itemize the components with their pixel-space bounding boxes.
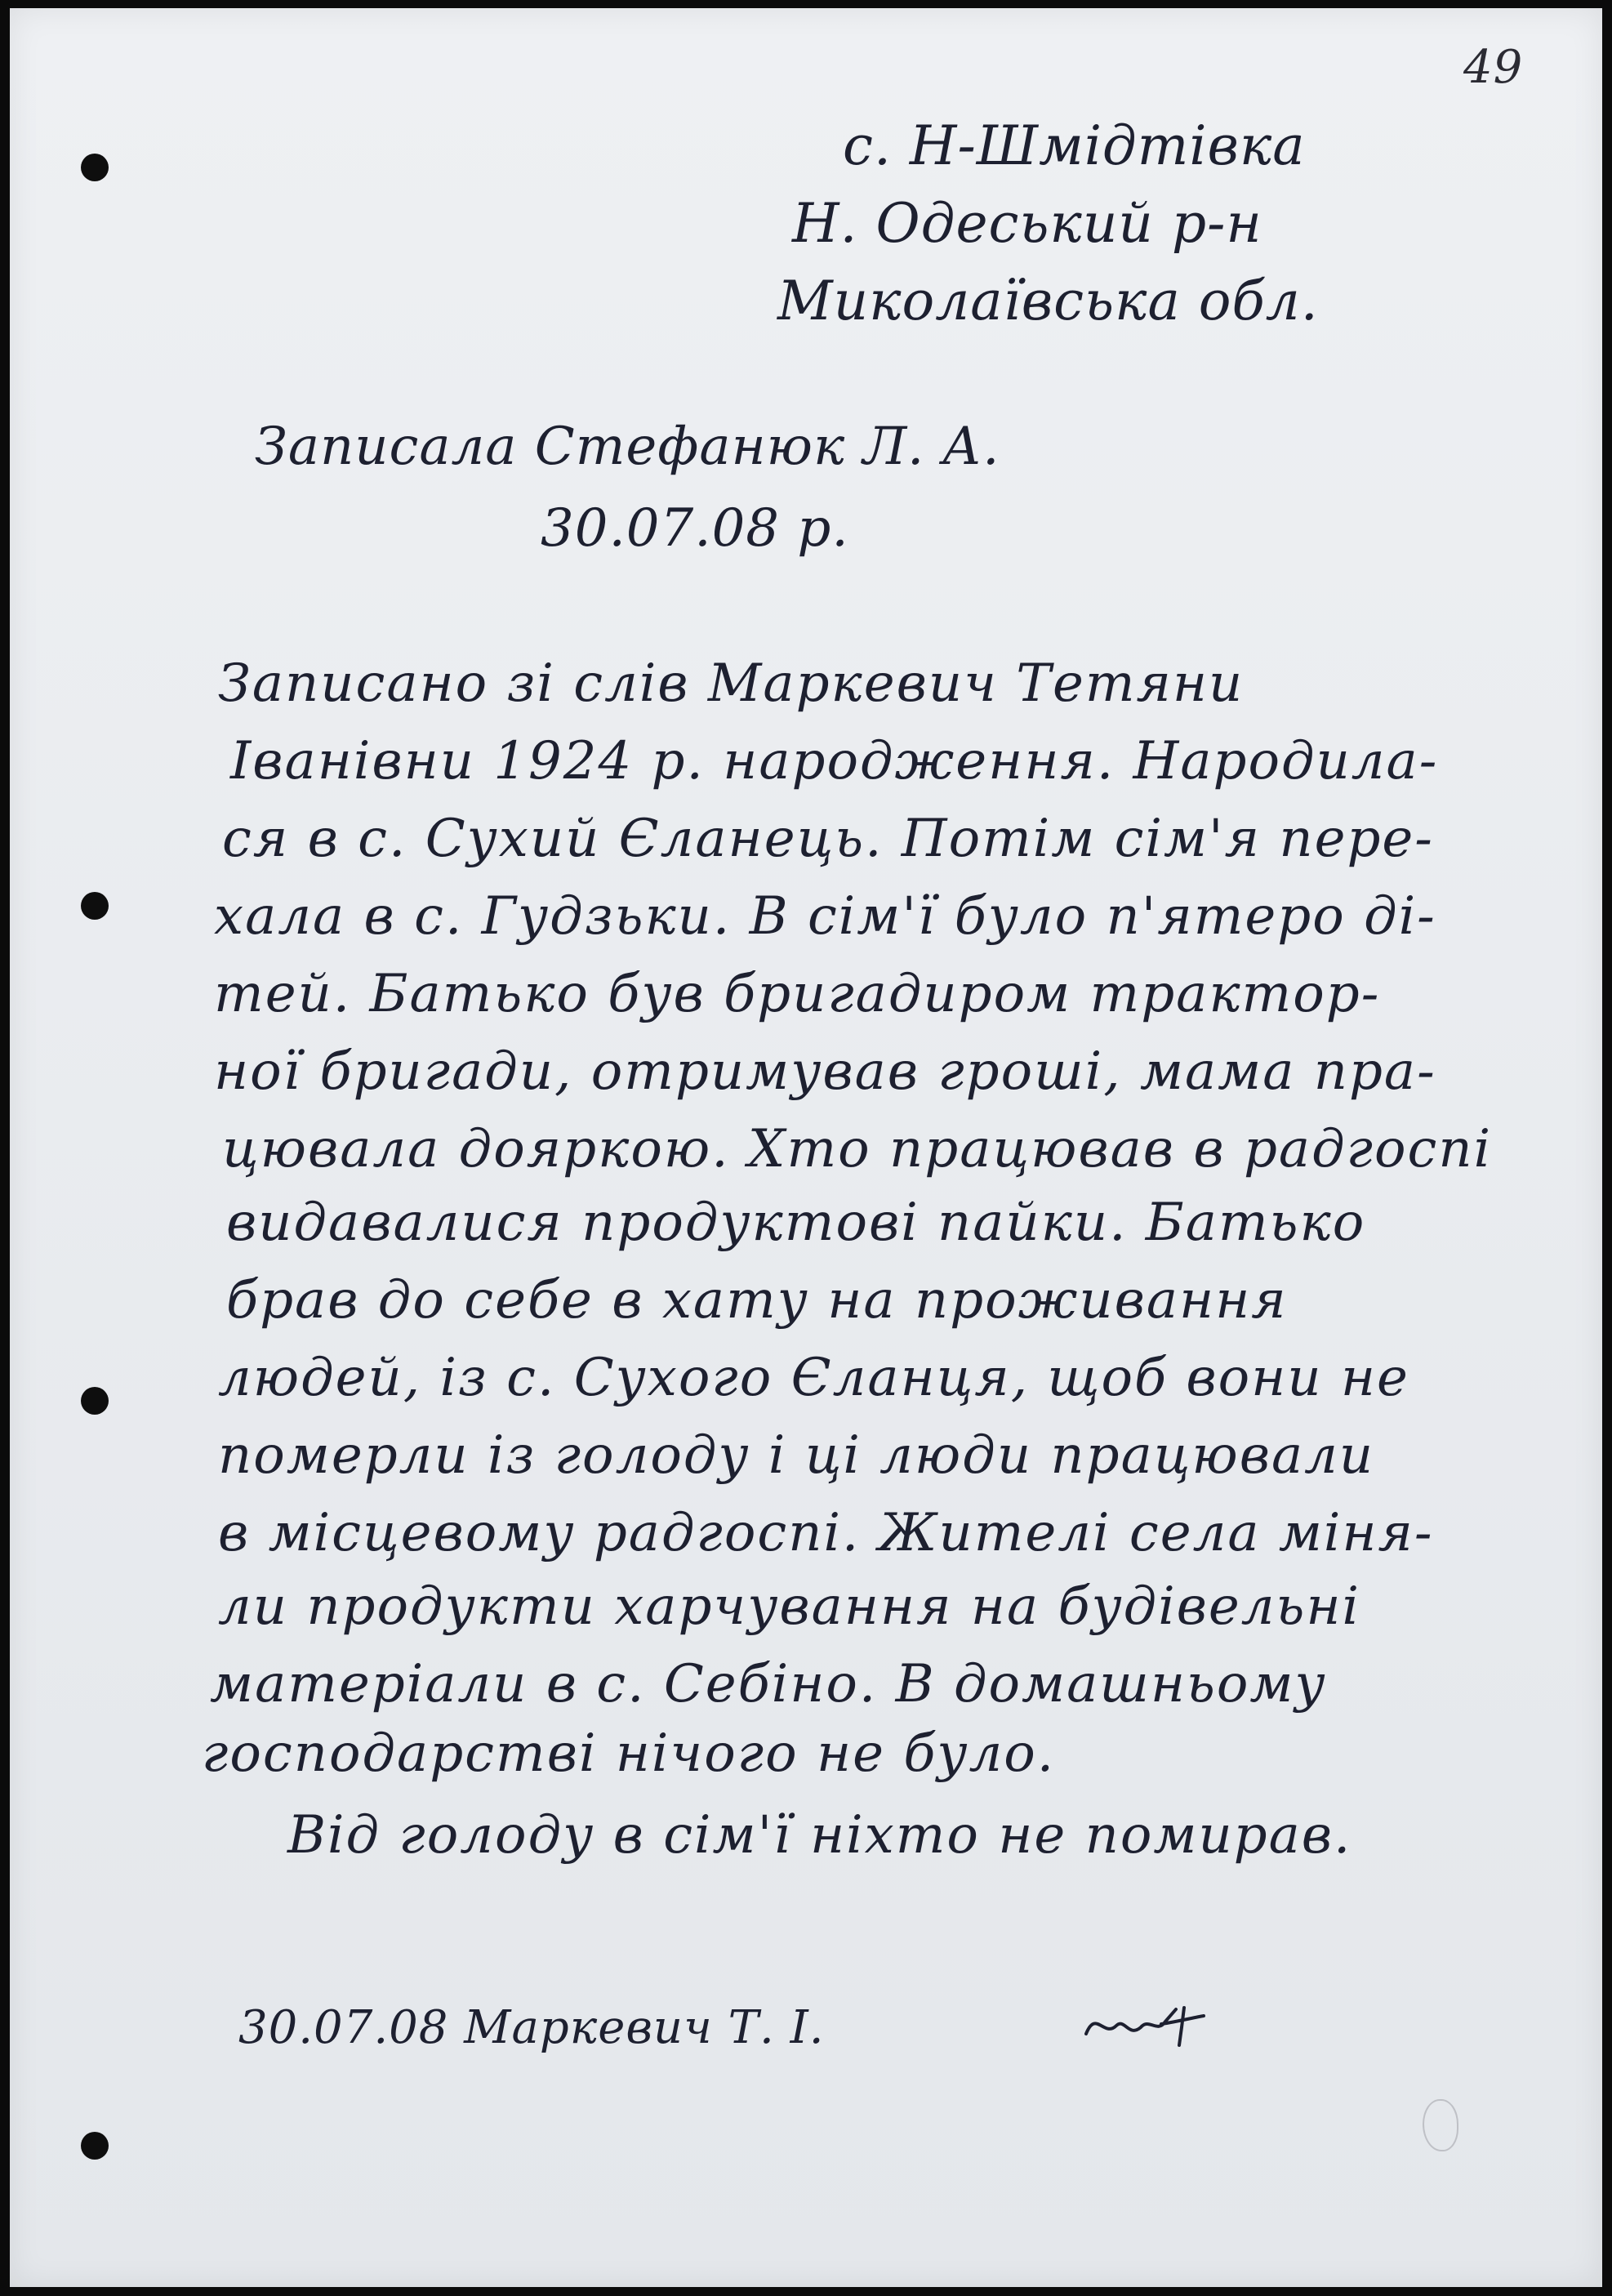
text-line: брав до себе в хату на проживання xyxy=(226,1270,1288,1331)
address-village: с. Н-Шмідтівка xyxy=(843,114,1306,177)
binder-hole xyxy=(81,892,109,920)
text-line: ної бригади, отримував гроші, мама пра- xyxy=(214,1041,1436,1102)
text-line: ли продукти харчування на будівельні xyxy=(218,1576,1360,1637)
text-line: ся в с. Сухий Єланець. Потім сім'я перe- xyxy=(222,809,1434,869)
binder-hole xyxy=(81,154,109,181)
paper-stain xyxy=(1423,2099,1458,2151)
text-line: Записано зі слів Маркевич Тетяни xyxy=(218,653,1245,714)
recorder-date: 30.07.08 р. xyxy=(541,498,849,559)
page-number: 49 xyxy=(1463,41,1524,94)
address-region: Миколаївська обл. xyxy=(777,270,1319,332)
text-line: матеріали в с. Себіно. В домашньому xyxy=(210,1654,1327,1714)
text-line: тей. Батько був бригадиром трактор- xyxy=(214,964,1381,1024)
text-line: Іванівни 1924 р. народження. Народила- xyxy=(230,731,1439,791)
text-line: видавалися продуктові пайки. Батько xyxy=(226,1193,1366,1253)
footer-signature-line: 30.07.08 Маркевич Т. І. xyxy=(238,2001,825,2054)
binder-hole xyxy=(81,1387,109,1415)
handwritten-signature xyxy=(1080,1993,1210,2050)
text-line: людей, із с. Сухого Єланця, щоб вони не xyxy=(218,1348,1409,1408)
document-page xyxy=(10,8,1602,2287)
address-district: Н. Одеський р-н xyxy=(792,192,1262,255)
binder-hole xyxy=(81,2132,109,2160)
text-line: цювала дояркою. Хто працював в радгоспі xyxy=(222,1119,1493,1179)
text-line: хала в с. Гудзьки. В сім'ї було п'ятеро ді- xyxy=(214,886,1436,947)
recorder-name: Записала Стефанюк Л. А. xyxy=(255,417,1000,477)
text-line: Від голоду в сім'ї ніхто не помирав. xyxy=(287,1805,1352,1866)
text-line: господарстві нічого не було. xyxy=(202,1723,1056,1784)
text-line: в місцевому радгоспі. Жителі села міня- xyxy=(218,1503,1434,1563)
text-line: померли із голоду і ці люди працювали xyxy=(218,1425,1375,1486)
